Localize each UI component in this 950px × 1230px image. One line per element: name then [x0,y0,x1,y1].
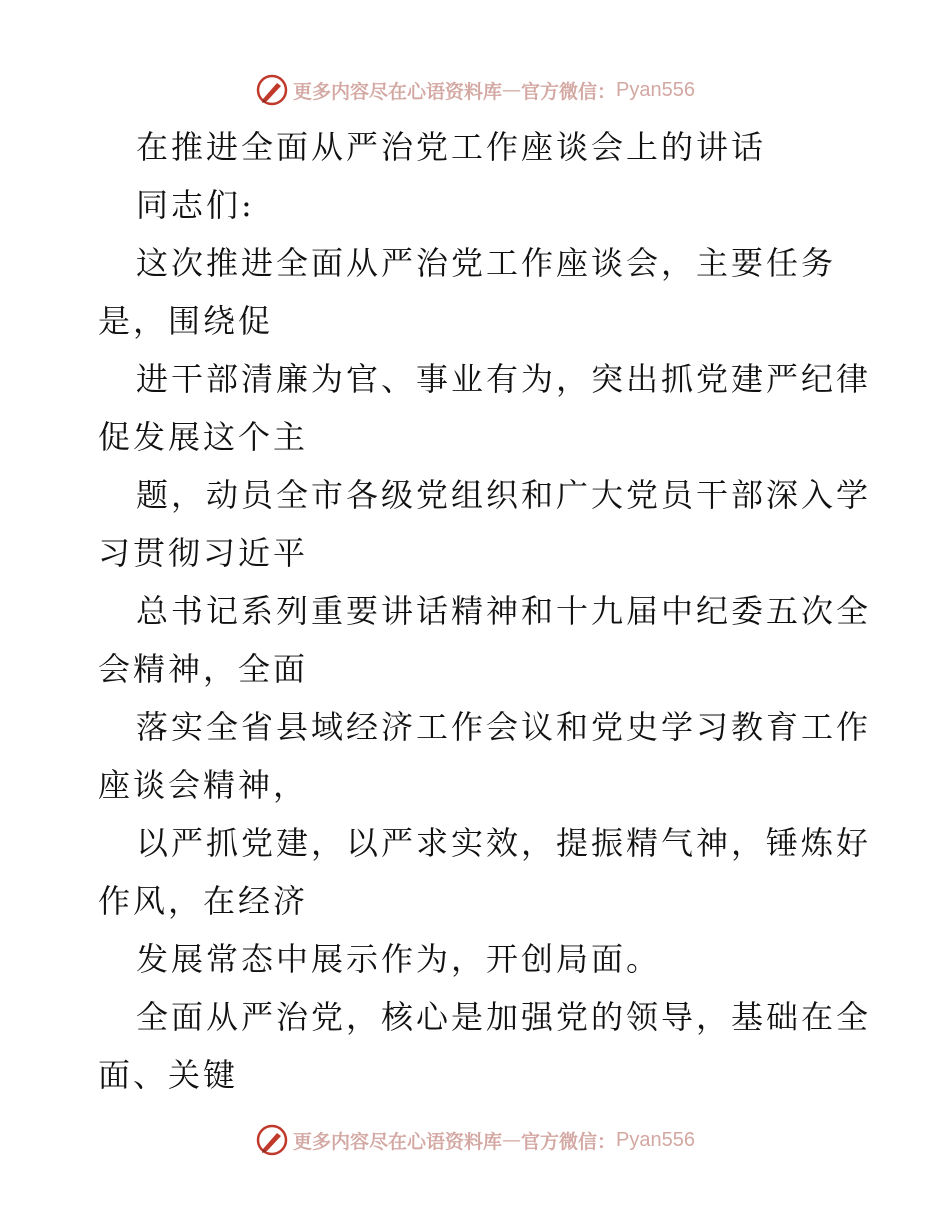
watermark-text: 更多内容尽在心语资料库 [293,80,503,103]
paragraph-line: 习贯彻习近平 [98,534,309,572]
pen-logo-icon [255,73,289,107]
paragraph-line: 题，动员全市各级党组织和广大党员干部深入学 [136,476,872,514]
header-watermark [0,70,950,110]
watermark-separator: — [502,79,522,101]
paragraph-line: 这次推进全面从严治党工作座谈会，主要任务 [136,244,837,282]
pen-logo-icon [255,1123,289,1157]
paragraph-line: 以严抓党建，以严求实效，提振精气神，锤炼好 [136,824,872,862]
watermark-separator: — [502,1129,522,1151]
paragraph-line: 促发展这个主 [98,418,309,456]
paragraph-line: 全面从严治党，核心是加强党的领导，基础在全 [136,998,872,1036]
paragraph-line: 落实全省县域经济工作会议和党史学习教育工作 [136,708,872,746]
paragraph-line: 座谈会精神， [98,766,309,804]
watermark-wechat-label: 官方微信： [521,1130,617,1153]
document-body [98,118,872,1104]
watermark-wechat-id: Pyan556 [616,1128,695,1151]
paragraph-line: 进干部清廉为官、事业有为，突出抓党建严纪律 [136,360,872,398]
footer-watermark [0,1120,950,1160]
document-title: 在推进全面从严治党工作座谈会上的讲话 [136,128,767,166]
paragraph-line: 面、关键 [98,1056,239,1094]
paragraph-line: 作风，在经济 [98,882,309,920]
watermark-text: 更多内容尽在心语资料库 [293,1130,503,1153]
paragraph-line: 会精神，全面 [98,650,309,688]
watermark-wechat-label: 官方微信： [521,80,617,103]
salutation: 同志们: [136,186,255,224]
paragraph-line: 是，围绕促 [98,302,274,340]
paragraph-line: 总书记系列重要讲话精神和十九届中纪委五次全 [136,592,872,630]
watermark-wechat-id: Pyan556 [616,78,695,101]
paragraph-line: 发展常态中展示作为，开创局面。 [136,940,662,978]
